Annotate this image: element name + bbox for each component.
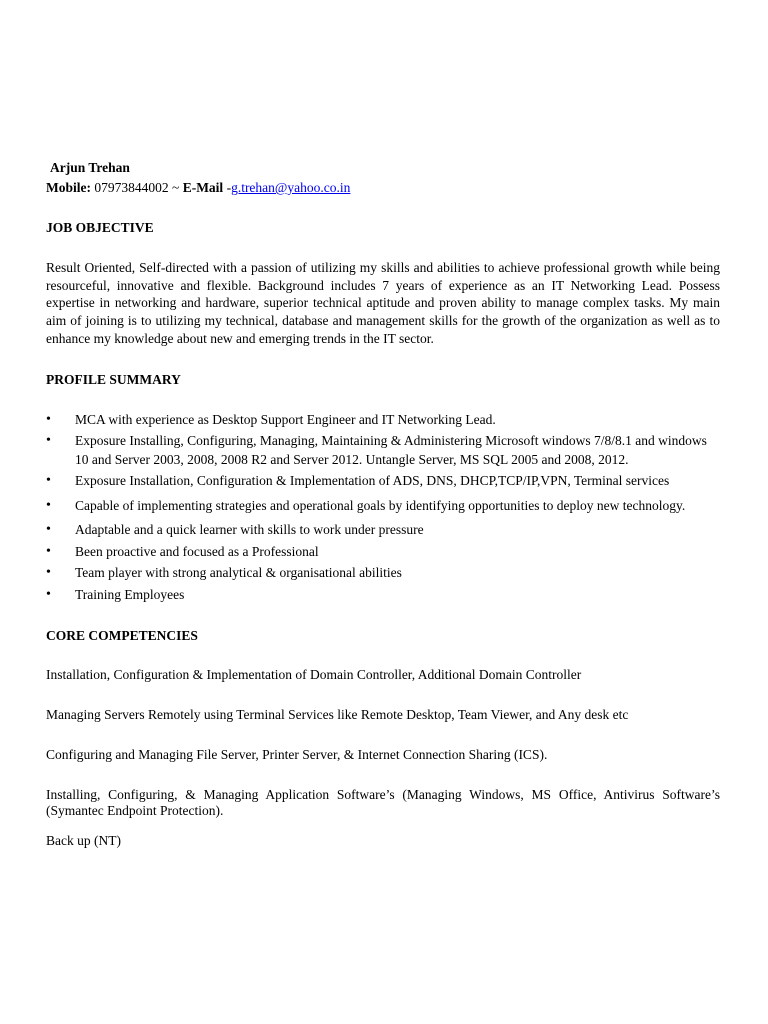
bullet-icon: • [46, 411, 51, 427]
job-objective-heading: JOB OBJECTIVE [46, 220, 154, 235]
email-separator: - [223, 180, 232, 195]
job-objective-text: Result Oriented, Self-directed with a passion of utilizing my skills and abilities to achieve professional growth while being resourceful, innovative and flexible. Background includes 7 years of experience as an IT Networking Lead. Possess expertise in networking and hardware, superior technical aptitude and proven ability to manage complex tasks. My main aim of joining is to utilizing my technical, database and management skills for the growth of the organization as well as to enhance my knowledge about new and emerging trends in the IT sector. [46, 260, 720, 346]
bullet-icon: • [46, 497, 51, 513]
list-item-text: MCA with experience as Desktop Support Engineer and IT Networking Lead. [75, 411, 496, 427]
list-item [46, 472, 720, 491]
list-item [46, 564, 720, 583]
list-item [46, 521, 720, 540]
competency-item: Configuring and Managing File Server, Printer Server, & Internet Connection Sharing (ICS). [46, 747, 548, 763]
profile-summary-list [46, 411, 720, 605]
bullet-icon: • [46, 473, 51, 489]
bullet-icon: • [46, 433, 51, 449]
list-item [46, 432, 720, 469]
competency-item: Back up (NT) [46, 833, 121, 849]
bullet-icon: • [46, 543, 51, 559]
list-item [46, 586, 720, 605]
competency-item: Installing, Configuring, & Managing Application Software’s (Managing Windows, MS Office, Antivirus Software’s (Symantec Endpoint Protection). [46, 787, 720, 819]
email-label: E-Mail [182, 180, 224, 195]
mobile-number: 07973844002 ~ [91, 180, 183, 195]
list-item-text: Exposure Installation, Configuration & Implementation of ADS, DNS, DHCP,TCP/IP,VPN, Terminal services [75, 473, 670, 489]
profile-summary-heading: PROFILE SUMMARY [46, 371, 181, 387]
mobile-label: Mobile: [46, 180, 91, 195]
competency-item: Managing Servers Remotely using Terminal Services like Remote Desktop, Team Viewer, and Any desk etc [46, 707, 629, 723]
bullet-icon: • [46, 586, 51, 602]
list-item-text: Training Employees [75, 586, 185, 602]
email-link[interactable]: g.trehan@yahoo.co.in [231, 180, 351, 195]
bullet-icon: • [46, 522, 51, 538]
list-item [46, 543, 720, 562]
bullet-icon: • [46, 565, 51, 581]
resume-page [46, 160, 720, 849]
list-item-text: Capable of implementing strategies and operational goals by identifying opportunities to deploy new technology. [75, 497, 686, 513]
list-item-text: Exposure Installing, Configuring, Managing, Maintaining & Administering Microsoft windows 7/8/8.1 and windows 10 and Server 2003, 2008, 2008 R2 and Server 2012. Untangle Server, MS SQL 2005 and 2008, 2012. [75, 433, 707, 467]
list-item-text: Team player with strong analytical & organisational abilities [75, 565, 402, 581]
list-item-text: Been proactive and focused as a Professional [75, 543, 319, 559]
core-competencies-heading: CORE COMPETENCIES [46, 628, 198, 644]
list-item-text: Adaptable and a quick learner with skills to work under pressure [75, 522, 424, 538]
list-item [46, 411, 720, 430]
competency-item: Installation, Configuration & Implementation of Domain Controller, Additional Domain Controller [46, 667, 582, 683]
contact-line [46, 179, 720, 196]
candidate-name: Arjun Trehan [50, 160, 130, 175]
list-item [46, 497, 720, 516]
